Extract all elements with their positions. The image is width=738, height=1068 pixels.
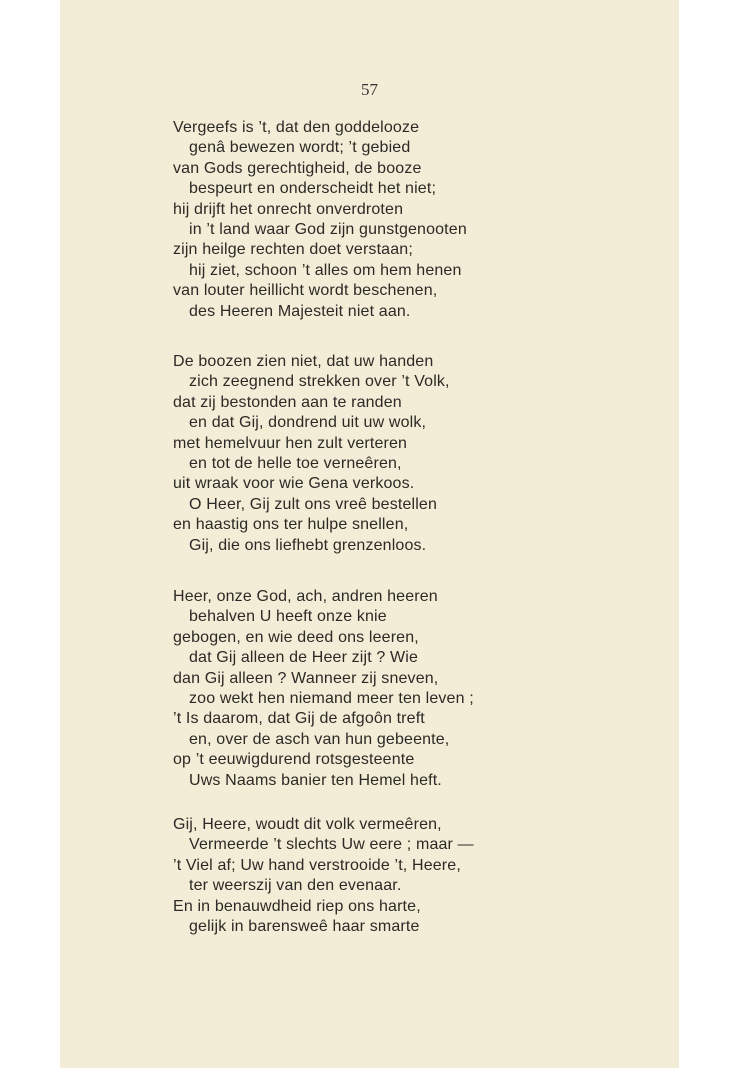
- poem-line: gebogen, en wie deed ons leeren,: [173, 628, 419, 646]
- poem-line: O Heer, Gij zult ons vreê bestellen: [189, 495, 438, 513]
- stanza-2: [173, 352, 653, 556]
- poem-line: ter weerszij van den evenaar.: [189, 877, 402, 895]
- poem-line: en dat Gij, dondrend uit uw wolk,: [189, 414, 427, 432]
- poem-line: gelijk in barensweê haar smarte: [189, 917, 420, 935]
- poem-line: van louter heillicht wordt beschenen,: [173, 282, 438, 300]
- poem-line: Vergeefs is ’t, dat den goddelooze: [173, 119, 420, 136]
- poem-line: dat Gij alleen de Heer zijt ? Wie: [189, 649, 419, 667]
- poem-line: in ’t land waar God zijn gunstgenooten: [189, 220, 467, 238]
- poem-line: en, over de asch van hun gebeente,: [189, 730, 450, 748]
- book-page: [60, 0, 679, 1068]
- poem-line: en tot de helle toe verneêren,: [189, 454, 402, 472]
- poem-line: zijn heilge rechten doet verstaan;: [173, 241, 413, 259]
- poem-line: dan Gij alleen ? Wanneer zij sneven,: [173, 669, 439, 687]
- poem-line: van Gods gerechtigheid, de booze: [173, 159, 422, 177]
- poem-line: en haastig ons ter hulpe snellen,: [173, 516, 409, 534]
- poem-line: zich zeegnend strekken over ’t Volk,: [189, 373, 450, 391]
- poem-line: genâ bewezen wordt; ’t gebied: [189, 139, 411, 157]
- poem-line: op ’t eeuwigdurend rotsgesteente: [173, 751, 415, 769]
- stanza-3: [173, 587, 653, 791]
- poem-line: uit wraak voor wie Gena verkoos.: [173, 475, 415, 493]
- poem-line: bespeurt en onderscheidt het niet;: [189, 180, 437, 198]
- poem-line: dat zij bestonden aan te randen: [173, 393, 402, 411]
- poem-line: Uws Naams banier ten Hemel heft.: [189, 771, 442, 789]
- poem-line: ’t Is daarom, dat Gij de afgoôn treft: [173, 710, 425, 728]
- poem-line: behalven U heeft onze knie: [189, 608, 387, 626]
- poem-line: Gij, die ons liefhebt grenzenloos.: [189, 536, 427, 554]
- poem-line: Vermeerde ’t slechts Uw eere ; maar —: [189, 836, 474, 854]
- poem-line: En in benauwdheid riep ons harte,: [173, 897, 421, 915]
- poem-line: Heer, onze God, ach, andren heeren: [173, 588, 438, 605]
- poem-line: hij ziet, schoon ’t alles om hem henen: [189, 261, 462, 279]
- poem-line: ’t Viel af; Uw hand verstrooide ’t, Heere,: [173, 856, 461, 874]
- poem-line: Gij, Heere, woudt dit volk vermeêren,: [173, 816, 442, 833]
- page-number: 57: [361, 80, 378, 99]
- poem-line: hij drijft het onrecht onverdroten: [173, 200, 404, 218]
- stanza-4: [173, 815, 653, 937]
- poem-line: des Heeren Majesteit niet aan.: [189, 302, 411, 320]
- poem-line: De boozen zien niet, dat uw handen: [173, 353, 434, 370]
- stanza-1: [173, 118, 653, 322]
- poem-line: zoo wekt hen niemand meer ten leven ;: [189, 689, 474, 707]
- poem-line: met hemelvuur hen zult verteren: [173, 434, 408, 452]
